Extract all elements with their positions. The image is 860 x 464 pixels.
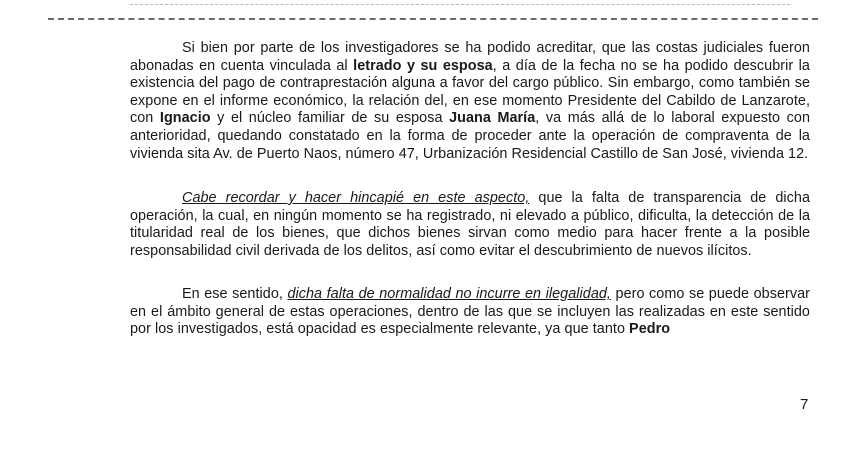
paragraph-1-bold-ignacio: Ignacio xyxy=(159,110,211,127)
paragraph-2-text-1: que la falta de transparencia de dicha operación, la cual, en ningún momento se ha registrado, ni elevado a público, dificulta, la detección de la titularidad real de los bienes, que dichos bienes sirvan como medio para hacer frente a la posible responsabilidad civil derivada de los delitos, así como evitar el descubrimiento de nuevos ilícitos. xyxy=(130,190,810,259)
paragraph-1-bold-juana-maria: Juana María xyxy=(449,110,536,127)
header-rule xyxy=(48,18,818,21)
paragraph-3-bold-pedro: Pedro xyxy=(629,321,671,338)
paragraph-1 xyxy=(130,40,810,163)
page-number: 7 xyxy=(800,396,809,413)
paragraph-3-underlined-phrase: dicha falta de normalidad no incurre en ilegalidad, xyxy=(287,286,611,302)
paragraph-1-text-1: Si bien por parte de los investigadores se ha podido acreditar, que las costas judiciales fueron abonadas en cuenta vinculada al xyxy=(130,40,810,74)
paragraph-3-text-2: pero como se puede observar en el ámbito general de estas operaciones, dentro de las que se incluyen las realizadas en este sentido por los investigados, está opacidad es especialmente relevante, ya que tanto xyxy=(130,286,810,338)
paragraph-3 xyxy=(130,286,810,339)
paragraph-1-text-4: , va más allá de lo laboral expuesto con anterioridad, quedando constatado en la forma de proceder ante la operación de compraventa de la vivienda sita Av. de Puerto Naos, número 47, Urbanización Residencial Castillo de San José, vivienda 12. xyxy=(130,110,810,162)
paragraph-2-underlined-phrase: Cabe recordar y hacer hincapié en este aspecto, xyxy=(182,190,530,206)
paragraph-1-text-3: y el núcleo familiar de su esposa xyxy=(210,110,450,127)
header-faint-rule xyxy=(130,4,790,5)
paragraph-3-text-1: En ese sentido, xyxy=(182,286,288,302)
paragraph-2 xyxy=(130,190,810,260)
paragraph-1-bold-letrado: letrado y su esposa xyxy=(353,57,493,74)
paragraph-1-text-2: , a día de la fecha no se ha podido descubrir la existencia del pago de contraprestación alguna a favor del cargo público. Sin embargo, como también se expone en el informe económico, la relación del, en ese momento Presidente del Cabildo de Lanzarote, con xyxy=(130,57,810,127)
